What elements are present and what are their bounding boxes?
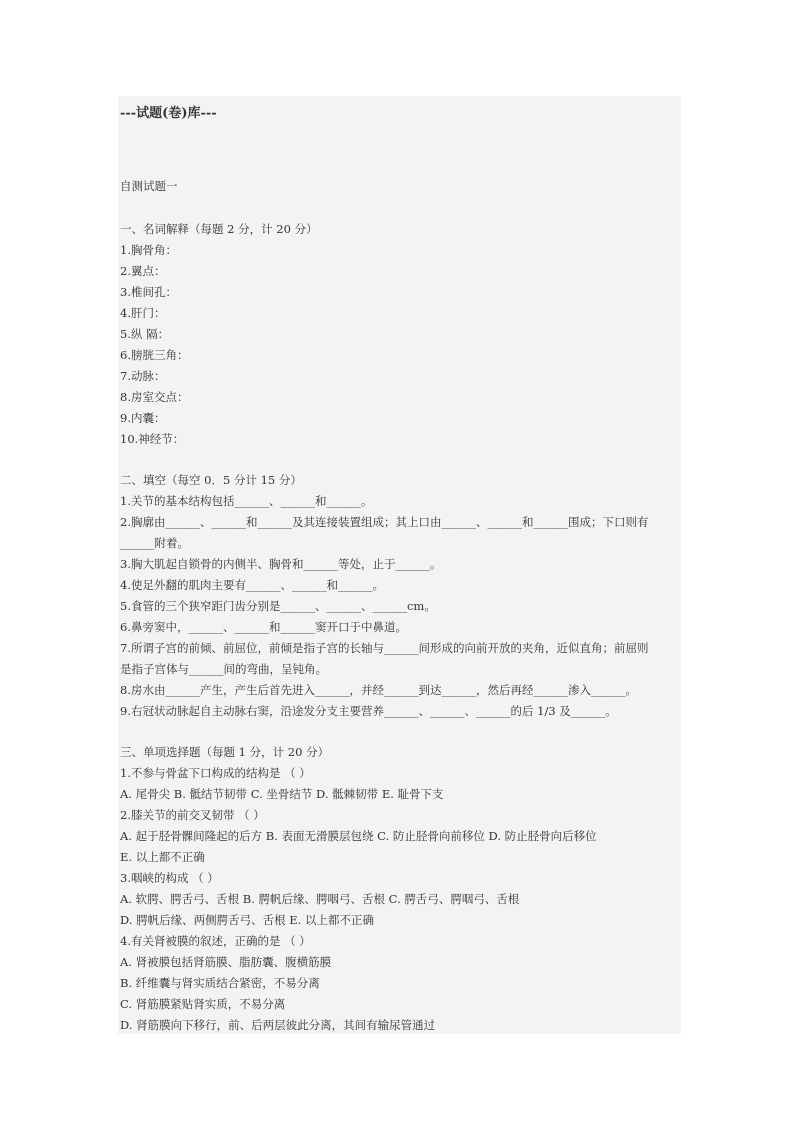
fill-blank-line: 7.所谓子宫的前倾、前屈位，前倾是指子宫的长轴与______间形成的向前开放的夹角，近似直角；前屈则 [120,641,649,655]
term-item: 9.内囊： [120,411,166,425]
choice-line: A. 起于胫骨髁间隆起的后方 B. 表面无滑膜层包绕 C. 防止胫骨向前移位 D. 防止胫骨向后移位 [120,829,597,843]
choice-line: A. 肾被膜包括肾筋膜、脂肪囊、腹横筋膜 [120,955,332,969]
fill-blank-line: 2.胸廓由______、______和______及其连接装置组成；其上口由______、______和______围成；下口则有 [120,515,649,529]
term-item: 4.肝门： [120,306,166,320]
choice-line: D. 肾筋膜向下移行，前、后两层彼此分离，其间有输尿管通过 [120,1018,436,1032]
section1-heading: 一、名词解释（每题 2 分，计 20 分） [120,222,318,236]
choice-line: D. 腭帆后缘、两侧腭舌弓、舌根 E. 以上都不正确 [120,913,374,927]
fill-blank-line: 是指子宫体与______间的弯曲，呈钝角。 [120,662,327,676]
choice-line: A. 尾骨尖 B. 骶结节韧带 C. 坐骨结节 D. 骶棘韧带 E. 耻骨下支 [120,787,444,801]
term-item: 5.纵 隔： [120,327,170,341]
section2-heading: 二、填空（每空 0．5 分计 15 分） [120,473,302,487]
term-item: 8.房室交点： [120,390,189,404]
term-item: 10.神经节： [120,432,185,446]
fill-blank-line: 5.食管的三个狭窄距门齿分别是______、______、______cm。 [120,599,436,613]
term-item: 3.椎间孔： [120,285,177,299]
section3-heading: 三、单项选择题（每题 1 分，计 20 分） [120,745,330,759]
choice-line: C. 肾筋膜紧贴肾实质，不易分离 [120,997,286,1011]
fill-blank-line: 9.右冠状动脉起自主动脉右窦，沿途发分支主要营养______、______、______的后 1/3 及______。 [120,704,617,718]
choice-line: E. 以上都不正确 [120,850,205,864]
fill-blank-line: 8.房水由______产生，产生后首先进入______，并经______到达______，然后再经______渗入______。 [120,683,637,697]
term-item: 6.膀胱三角： [120,348,189,362]
term-item: 2.翼点： [120,264,166,278]
fill-blank-line: 3.胸大肌起自锁骨的内侧半、胸骨和______等处，止于______。 [120,557,442,571]
choice-line: 1.不参与骨盆下口构成的结构是 （ ） [120,766,311,780]
fill-blank-line: 1.关节的基本结构包括______、______和______。 [120,494,373,508]
choice-line: A. 软腭、腭舌弓、舌根 B. 腭帆后缘、腭咽弓、舌根 C. 腭舌弓、腭咽弓、舌根 [120,892,520,906]
choice-line: B. 纤维囊与肾实质结合紧密，不易分离 [120,976,320,990]
choice-line: 4.有关肾被膜的叙述，正确的是 （ ） [120,934,311,948]
fill-blank-line: 6.鼻旁窦中，______、______和______窦开口于中鼻道。 [120,620,407,634]
document-title: ---试题(卷)库--- [120,106,217,121]
test-title: 自测试题一 [120,179,178,193]
document-page [118,96,681,1034]
fill-blank-line: ______附着。 [120,536,189,550]
term-item: 7.动脉： [120,369,166,383]
choice-line: 3.咽峡的构成 （ ） [120,871,219,885]
choice-line: 2.膝关节的前交叉韧带 （ ） [120,808,265,822]
fill-blank-line: 4.使足外翻的肌肉主要有______、______和______。 [120,578,384,592]
term-item: 1.胸骨角： [120,243,177,257]
